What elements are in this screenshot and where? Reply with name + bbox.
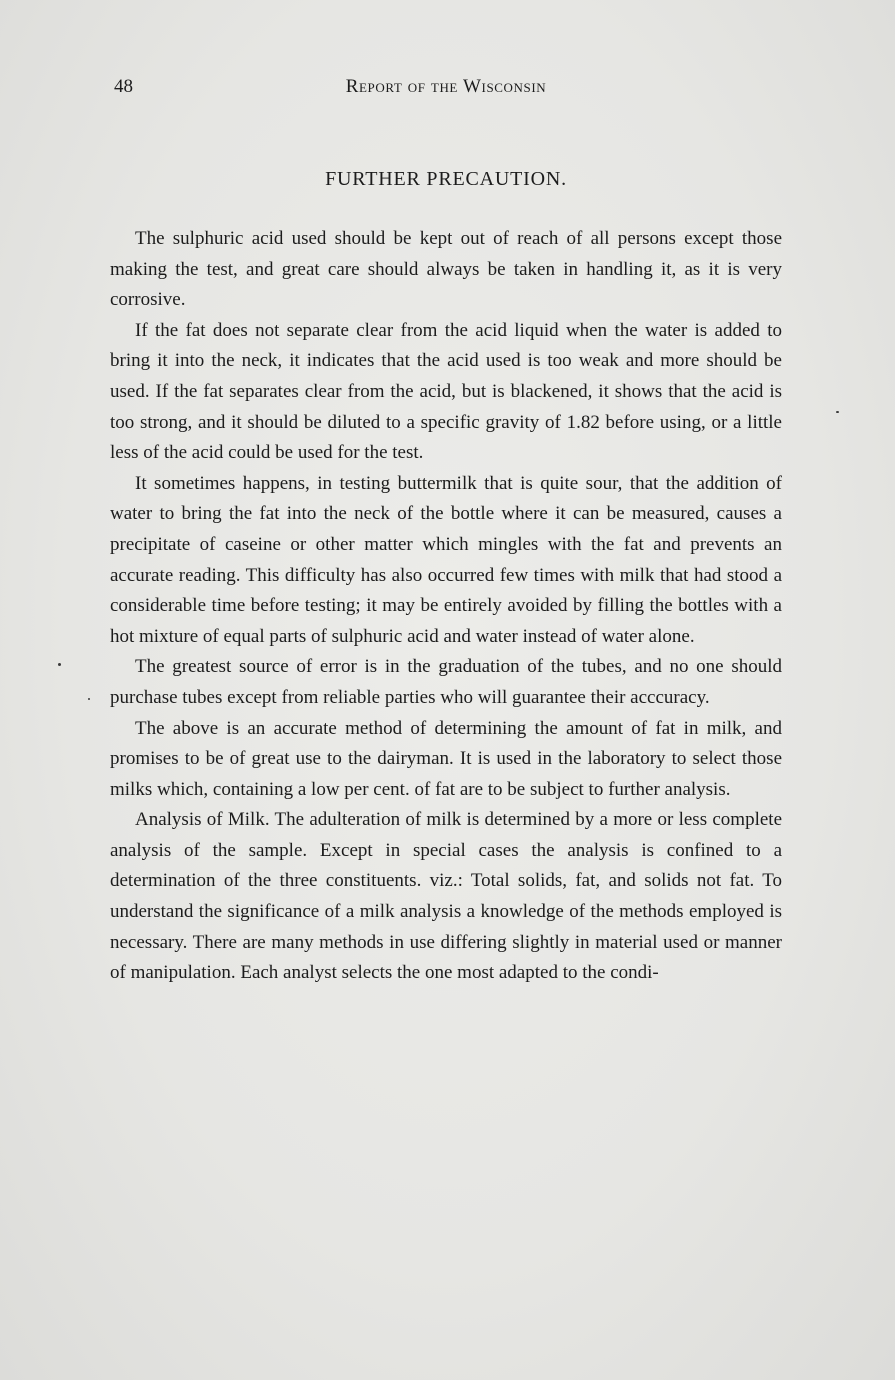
paragraph-text: It sometimes happens, in testing buttermilk that is quite sour, that the addition of water to bring the fat into the neck of the bottle where it can be measured, causes a precipitate of caseine or other matter which mingles with the fat and prevents an accurate reading. This difficulty has also occurred few times with milk that had stood a considerable time before testing; it may be entirely avoided by filling the bottles with a hot mixture of equal parts of sulphuric acid and water instead of water alone.	[110, 472, 782, 647]
paragraph-fat-separation	[110, 316, 782, 469]
running-head: Report of the Wisconsin	[345, 76, 547, 97]
page-header	[110, 76, 782, 102]
body-text	[110, 224, 782, 989]
paragraph-text: The adulteration of milk is determined by a more or less complete analysis of the sample. Except in special cases the analysis is confined to a determination of the three constituents. viz.: Total solids, fat, and solids not fat. To understand the significance of a milk analysis a knowledge of the methods employed is necessary. There are many methods in use differing slightly in material used or manner of manipulation. Each analyst selects the one most adapted to the condi-	[110, 809, 783, 984]
paragraph-text: The sulphuric acid used should be kept out of reach of all persons except those making the test, and great care should always be taken in handling it, as it is very corrosive.	[110, 228, 782, 311]
paragraph-buttermilk	[110, 469, 782, 653]
paragraph-graduation-error	[110, 652, 782, 713]
page-number: 48	[114, 76, 133, 97]
ink-speck	[58, 663, 61, 666]
section-title: FURTHER PRECAUTION.	[325, 168, 567, 190]
paragraph-analysis-of-milk	[110, 805, 782, 989]
run-in-heading: Analysis of Milk.	[135, 809, 270, 831]
paragraph-text: The above is an accurate method of determining the amount of fat in milk, and promises to be of great use to the dairyman. It is used in the laboratory to select those milks which, containing a low per cent. of fat are to be subject to further analysis.	[110, 717, 782, 800]
paragraph-acid-handling	[110, 224, 782, 316]
paragraph-text: If the fat does not separate clear from the acid liquid when the water is added to bring it into the neck, it indicates that the acid used is too weak and more should be used. If the fat separates clear from the acid, but is blackened, it shows that the acid is too strong, and it should be diluted to a specific gravity of 1.82 before using, or a little less of the acid could be used for the test.	[110, 319, 782, 464]
ink-speck	[836, 411, 839, 413]
ink-speck	[88, 698, 90, 700]
paragraph-method-value	[110, 714, 782, 806]
paragraph-text: The greatest source of error is in the graduation of the tubes, and no one should purchase tubes except from reliable parties who will guarantee their acccuracy.	[110, 656, 782, 708]
